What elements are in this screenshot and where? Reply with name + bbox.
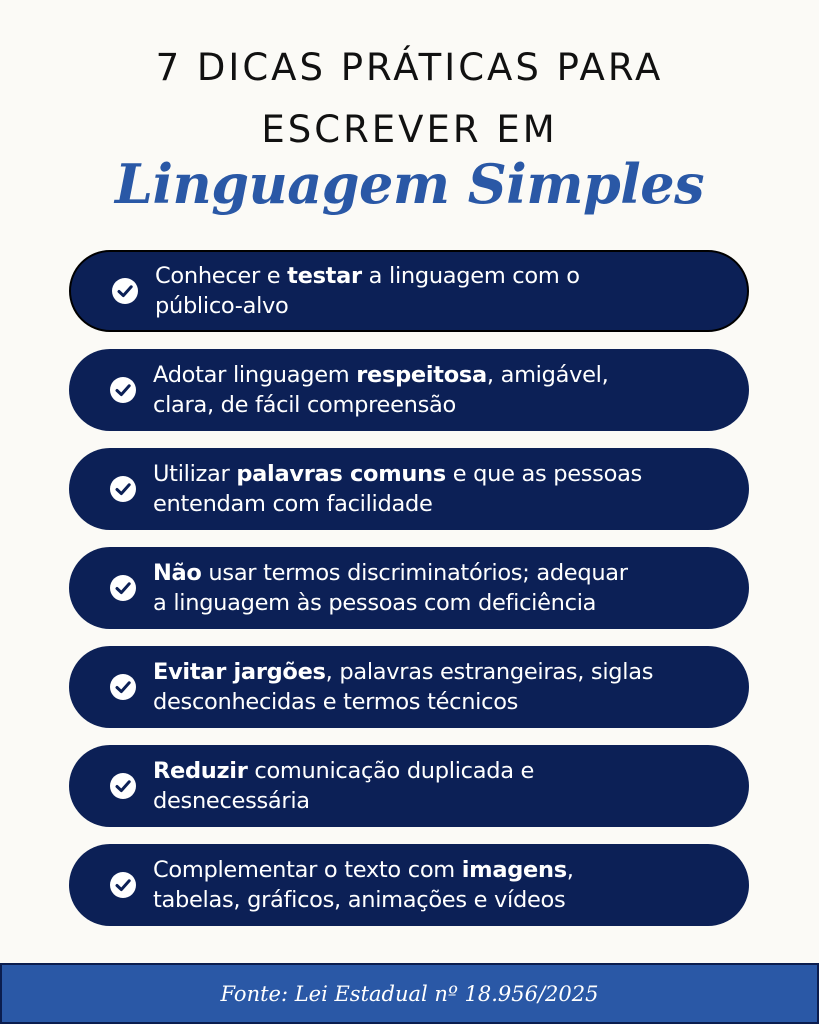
tip-text — [153, 558, 628, 618]
tip-text-run: Conhecer e — [155, 263, 288, 289]
tip-text-run: , palavras estrangeiras, siglas — [325, 659, 654, 685]
tip-item — [69, 547, 749, 629]
tip-text-run: Adotar linguagem — [153, 362, 357, 388]
tips-list — [69, 250, 749, 943]
title-emphasis: Linguagem Simples — [115, 152, 704, 216]
tip-text-bold: respeitosa — [356, 362, 487, 388]
tip-text — [153, 459, 642, 519]
tip-text-run: Utilizar — [153, 461, 237, 487]
check-circle-icon — [109, 475, 137, 503]
tip-text-run: , — [566, 857, 574, 883]
tip-text-bold: imagens — [461, 857, 567, 883]
tip-text-bold: Evitar jargões — [153, 659, 326, 685]
tip-item — [69, 349, 749, 431]
tip-text-run: desnecessária — [153, 788, 310, 814]
check-circle-icon — [109, 772, 137, 800]
tip-item — [69, 646, 749, 728]
tip-text-run: clara, de fácil compreensão — [153, 392, 456, 418]
tip-text-bold: Reduzir — [153, 758, 248, 784]
tip-item — [69, 448, 749, 530]
title-line-2: ESCREVER EM — [261, 108, 558, 151]
tip-text-run: e que as pessoas — [445, 461, 642, 487]
tip-text-run: comunicação duplicada e — [247, 758, 535, 784]
check-circle-icon — [109, 871, 137, 899]
tip-text-run: desconhecidas e termos técnicos — [153, 689, 519, 715]
tip-text — [155, 261, 580, 321]
tip-item — [69, 844, 749, 926]
tip-text-run: público-alvo — [155, 293, 289, 319]
check-circle-icon — [111, 277, 139, 305]
check-circle-icon — [109, 673, 137, 701]
tip-text-run: a linguagem com o — [361, 263, 580, 289]
tip-text-run: a linguagem às pessoas com deficiência — [153, 590, 597, 616]
tip-text-run: Complementar o texto com — [153, 857, 462, 883]
title-line-1: 7 DICAS PRÁTICAS PARA — [155, 46, 664, 89]
tip-text-run: tabelas, gráficos, animações e vídeos — [153, 887, 566, 913]
tip-item — [69, 745, 749, 827]
tip-text-run: usar termos discriminatórios; adequar — [201, 560, 628, 586]
tip-text — [153, 360, 608, 420]
tip-text — [153, 657, 653, 717]
tip-text — [153, 756, 534, 816]
tip-text-run: entendam com facilidade — [153, 491, 433, 517]
tip-text — [153, 855, 574, 915]
tip-text-run: , amigável, — [486, 362, 609, 388]
tip-text-bold: palavras comuns — [236, 461, 446, 487]
tip-text-bold: Não — [153, 560, 202, 586]
tip-item — [69, 250, 749, 332]
tip-text-bold: testar — [287, 263, 362, 289]
check-circle-icon — [109, 574, 137, 602]
source-text: Fonte: Lei Estadual nº 18.956/2025 — [220, 981, 599, 1006]
source-footer — [0, 963, 819, 1024]
check-circle-icon — [109, 376, 137, 404]
